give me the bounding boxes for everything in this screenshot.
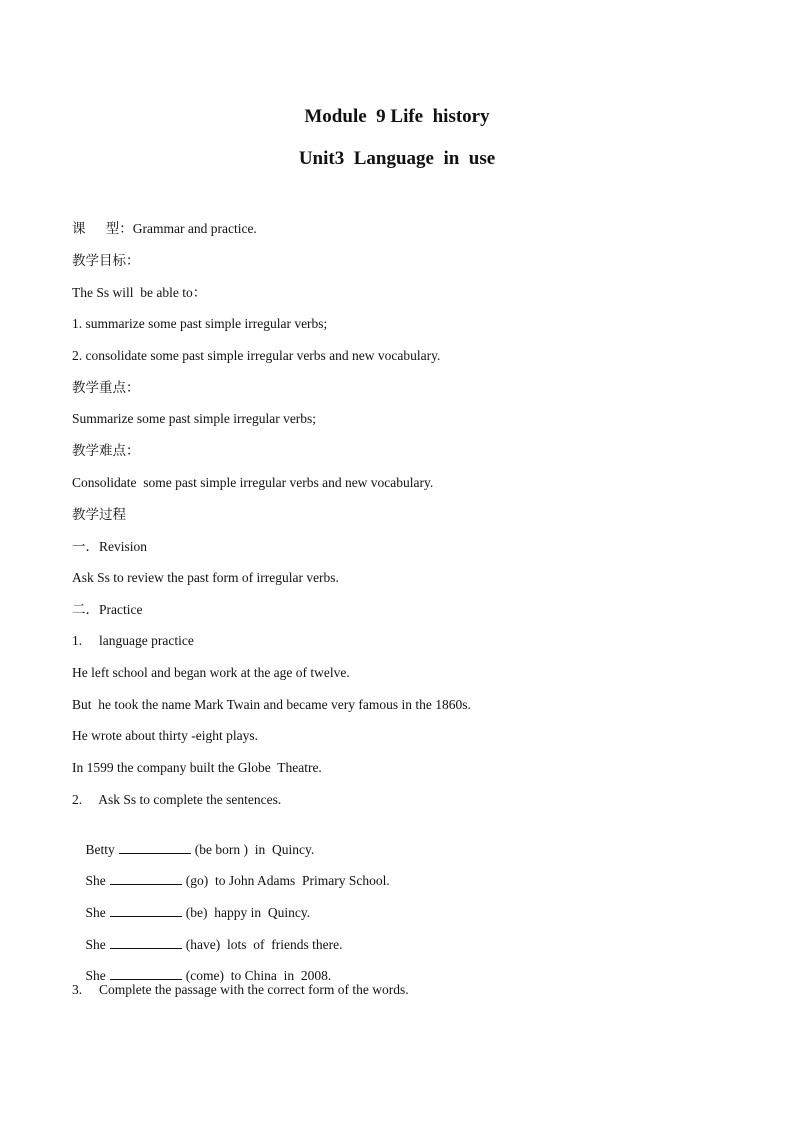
answer-blank[interactable]: [110, 967, 182, 980]
course-type-line: 课 型：Grammar and practice.: [72, 221, 257, 236]
process-heading: 教学过程: [72, 507, 126, 522]
section-practice: 二．Practice: [72, 602, 143, 617]
unit-title: Unit3 Language in use: [298, 148, 496, 169]
fill-hint: (have) lots of friends there.: [185, 937, 343, 952]
fill-hint: (be born ) in Quincy.: [194, 842, 315, 857]
practice-item-2: 2. Ask Ss to complete the sentences.: [72, 792, 282, 807]
answer-blank[interactable]: [110, 936, 182, 949]
answer-blank[interactable]: [110, 872, 182, 885]
key-points-heading: 教学重点：: [72, 380, 140, 395]
difficulties-text: Consolidate some past simple irregular verbs and new vocabulary.: [72, 475, 434, 490]
difficulties-heading: 教学难点：: [72, 443, 140, 458]
key-points-text: Summarize some past simple irregular verbs;: [72, 411, 317, 426]
example-sentence-4: In 1599 the company built the Globe Theatre.: [72, 760, 322, 775]
fill-hint: (be) happy in Quincy.: [185, 905, 311, 920]
fill-hint: (come) to China in 2008.: [185, 968, 332, 983]
revision-text: Ask Ss to review the past form of irregular verbs.: [72, 570, 339, 585]
fill-subject: Betty: [85, 842, 115, 857]
fill-subject: She: [85, 968, 106, 983]
fill-subject: She: [85, 937, 106, 952]
answer-blank[interactable]: [119, 841, 191, 854]
practice-item-3: 3. Complete the passage with the correct form of the words.: [72, 982, 409, 997]
fill-subject: She: [85, 905, 106, 920]
practice-item-1: 1. language practice: [72, 633, 194, 648]
fill-hint: (go) to John Adams Primary School.: [185, 873, 390, 888]
example-sentence-2: But he took the name Mark Twain and became very famous in the 1860s.: [72, 697, 471, 712]
section-revision: 一．Revision: [72, 539, 148, 554]
module-title: Module 9 Life history: [304, 106, 490, 127]
answer-blank[interactable]: [110, 904, 182, 917]
objective-item-2: 2. consolidate some past simple irregular verbs and new vocabulary.: [72, 348, 441, 363]
example-sentence-3: He wrote about thirty -eight plays.: [72, 728, 258, 743]
example-sentence-1: He left school and began work at the age of twelve.: [72, 665, 350, 680]
fill-subject: She: [85, 873, 106, 888]
objectives-heading: 教学目标：: [72, 253, 140, 268]
objectives-intro: The Ss will be able to：: [72, 285, 207, 300]
objective-item-1: 1. summarize some past simple irregular verbs;: [72, 316, 328, 331]
